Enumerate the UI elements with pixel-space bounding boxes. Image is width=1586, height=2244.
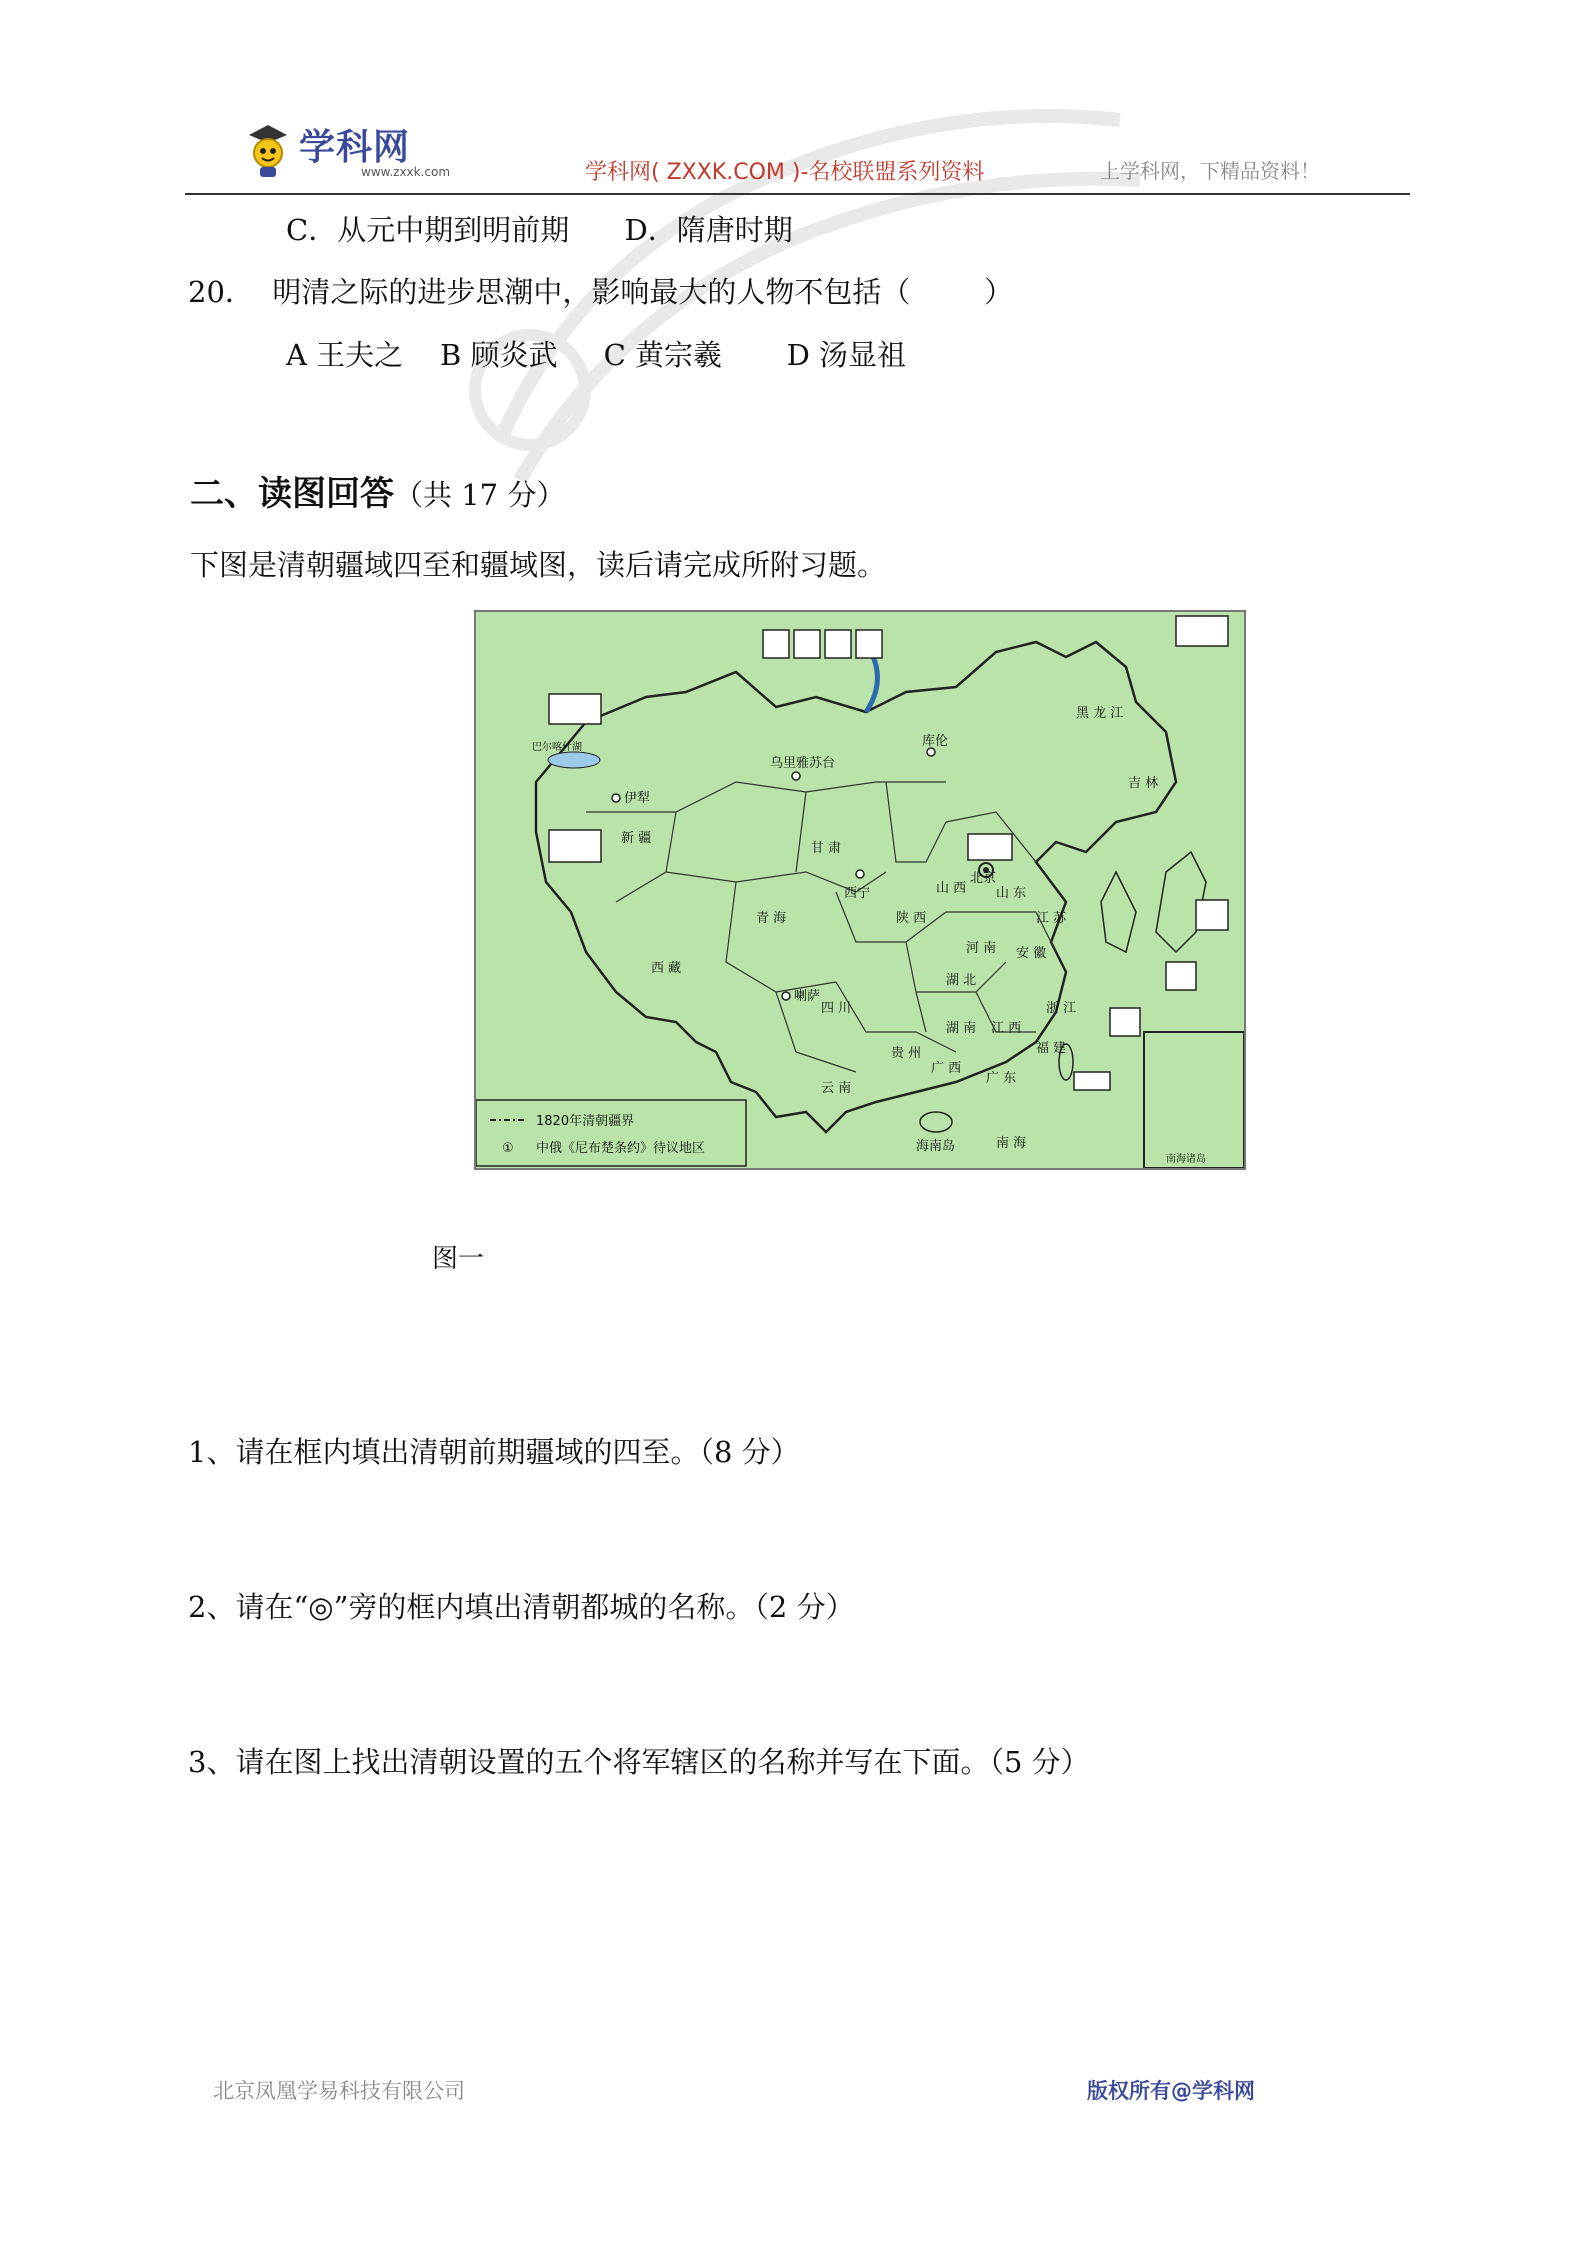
map-legend-line-label: 1820年清朝疆界 [536, 1114, 635, 1129]
map-label-sichuan: 四 川 [821, 1001, 852, 1016]
map-label-xinjiang: 新 疆 [621, 831, 652, 846]
map-label-hainan: 海南岛 [916, 1139, 956, 1154]
map-label-hunan: 湖 南 [946, 1021, 977, 1036]
map-label-zhejiang: 浙 江 [1046, 1001, 1077, 1016]
header-slogan: 上学科网，下精品资料！ [1100, 159, 1320, 183]
answer-box-east-2 [1166, 962, 1196, 990]
map-label-guangxi: 广 西 [931, 1061, 962, 1076]
header-series-title: 学科网( ZXXK.COM )-名校联盟系列资料 [585, 160, 985, 185]
map-legend-symbol: ① [502, 1141, 514, 1156]
map-label-lhasa: 喇萨 [794, 989, 821, 1004]
mascot-icon [245, 121, 291, 179]
map-label-yili: 伊犁 [624, 791, 651, 806]
section-2-heading [190, 466, 565, 515]
map-label-balkhash: 巴尔喀什湖 [532, 742, 582, 753]
map-label-xining: 西宁 [844, 886, 871, 901]
answer-box-north-4 [856, 630, 882, 658]
figure-caption: 图一 [432, 1244, 485, 1274]
map-label-xizang: 西 藏 [651, 961, 682, 976]
map-drawing [476, 612, 1244, 1168]
answer-box-north-2 [794, 630, 820, 658]
map-label-heilongjiang: 黑 龙 江 [1076, 706, 1124, 721]
map-label-jilin: 吉 林 [1128, 776, 1159, 791]
q20-question [188, 270, 1013, 311]
section-2-points: （共 17 分） [394, 478, 566, 512]
map-legend [476, 1100, 746, 1166]
map-label-gansu: 甘 肃 [811, 841, 842, 856]
map-label-fujian: 福 建 [1036, 1041, 1067, 1056]
map-label-uliastai: 乌里雅苏台 [770, 756, 836, 771]
map-label-kulun: 库伦 [922, 734, 949, 749]
map-label-yunnan: 云 南 [821, 1081, 852, 1096]
section-2-intro: 下图是清朝疆域四至和疆域图，读后请完成所附习题。 [190, 548, 887, 582]
footer-company: 北京凤凰学易科技有限公司 [213, 2079, 465, 2103]
map-label-henan: 河 南 [966, 941, 997, 956]
map-label-shanxi: 山 西 [936, 881, 967, 896]
map-label-hubei: 湖 北 [946, 973, 977, 988]
site-logo[interactable] [245, 115, 451, 187]
q20-options: A 王夫之 B 顾炎武 C 黄宗羲 D 汤显祖 [286, 338, 907, 372]
map-label-nanhai: 南 海 [996, 1136, 1027, 1151]
answer-box-east-1 [1196, 900, 1228, 930]
map-label-guangdong: 广 东 [986, 1071, 1017, 1086]
answer-box-northwest [549, 694, 601, 724]
map-label-shaanxi: 陕 西 [896, 911, 927, 926]
nanhai-inset [1144, 1032, 1244, 1168]
map-label-beijing: 北京 [970, 871, 997, 886]
map-label-anhui: 安 徽 [1016, 946, 1047, 961]
answer-box-northeast [1176, 616, 1228, 646]
answer-box-capital [968, 834, 1012, 860]
map-label-qinghai: 青 海 [756, 911, 787, 926]
page-header [185, 115, 1410, 195]
answer-box-north-3 [825, 630, 851, 658]
map-label-jiangxi: 江 西 [991, 1021, 1022, 1036]
question-3: 3、请在图上找出清朝设置的五个将军辖区的名称并写在下面。（5 分） [188, 1745, 1090, 1779]
footer-copyright[interactable]: 版权所有@学科网 [1087, 2079, 1255, 2103]
answer-box-north-1 [763, 630, 789, 658]
question-2: 2、请在“◎”旁的框内填出清朝都城的名称。（2 分） [188, 1590, 855, 1624]
q20-number: 20． [188, 275, 254, 309]
qing-territory-map [474, 610, 1246, 1170]
q19-options: C．从元中期到明前期 D．隋唐时期 [286, 213, 793, 247]
question-1: 1、请在框内填出清朝前期疆域的四至。（8 分） [188, 1435, 800, 1469]
answer-box-west [549, 830, 601, 862]
map-label-guizhou: 贵 州 [891, 1046, 922, 1061]
logo-text: 学科网 [299, 127, 411, 168]
map-label-jiangsu: 江 苏 [1036, 911, 1067, 926]
map-label-shandong: 山 东 [996, 886, 1027, 901]
answer-box-southeast [1110, 1008, 1140, 1036]
section-2-title: 二、读图回答 [190, 474, 394, 514]
logo-url: www.zxxk.com [361, 165, 451, 179]
answer-box-south [1074, 1072, 1110, 1090]
map-legend-area-label: 中俄《尼布楚条约》待议地区 [536, 1141, 706, 1156]
q20-text: 明清之际的进步思潮中，影响最大的人物不包括（ ） [272, 275, 1014, 309]
map-label-nanhai-islands: 南海诸岛 [1166, 1154, 1206, 1165]
